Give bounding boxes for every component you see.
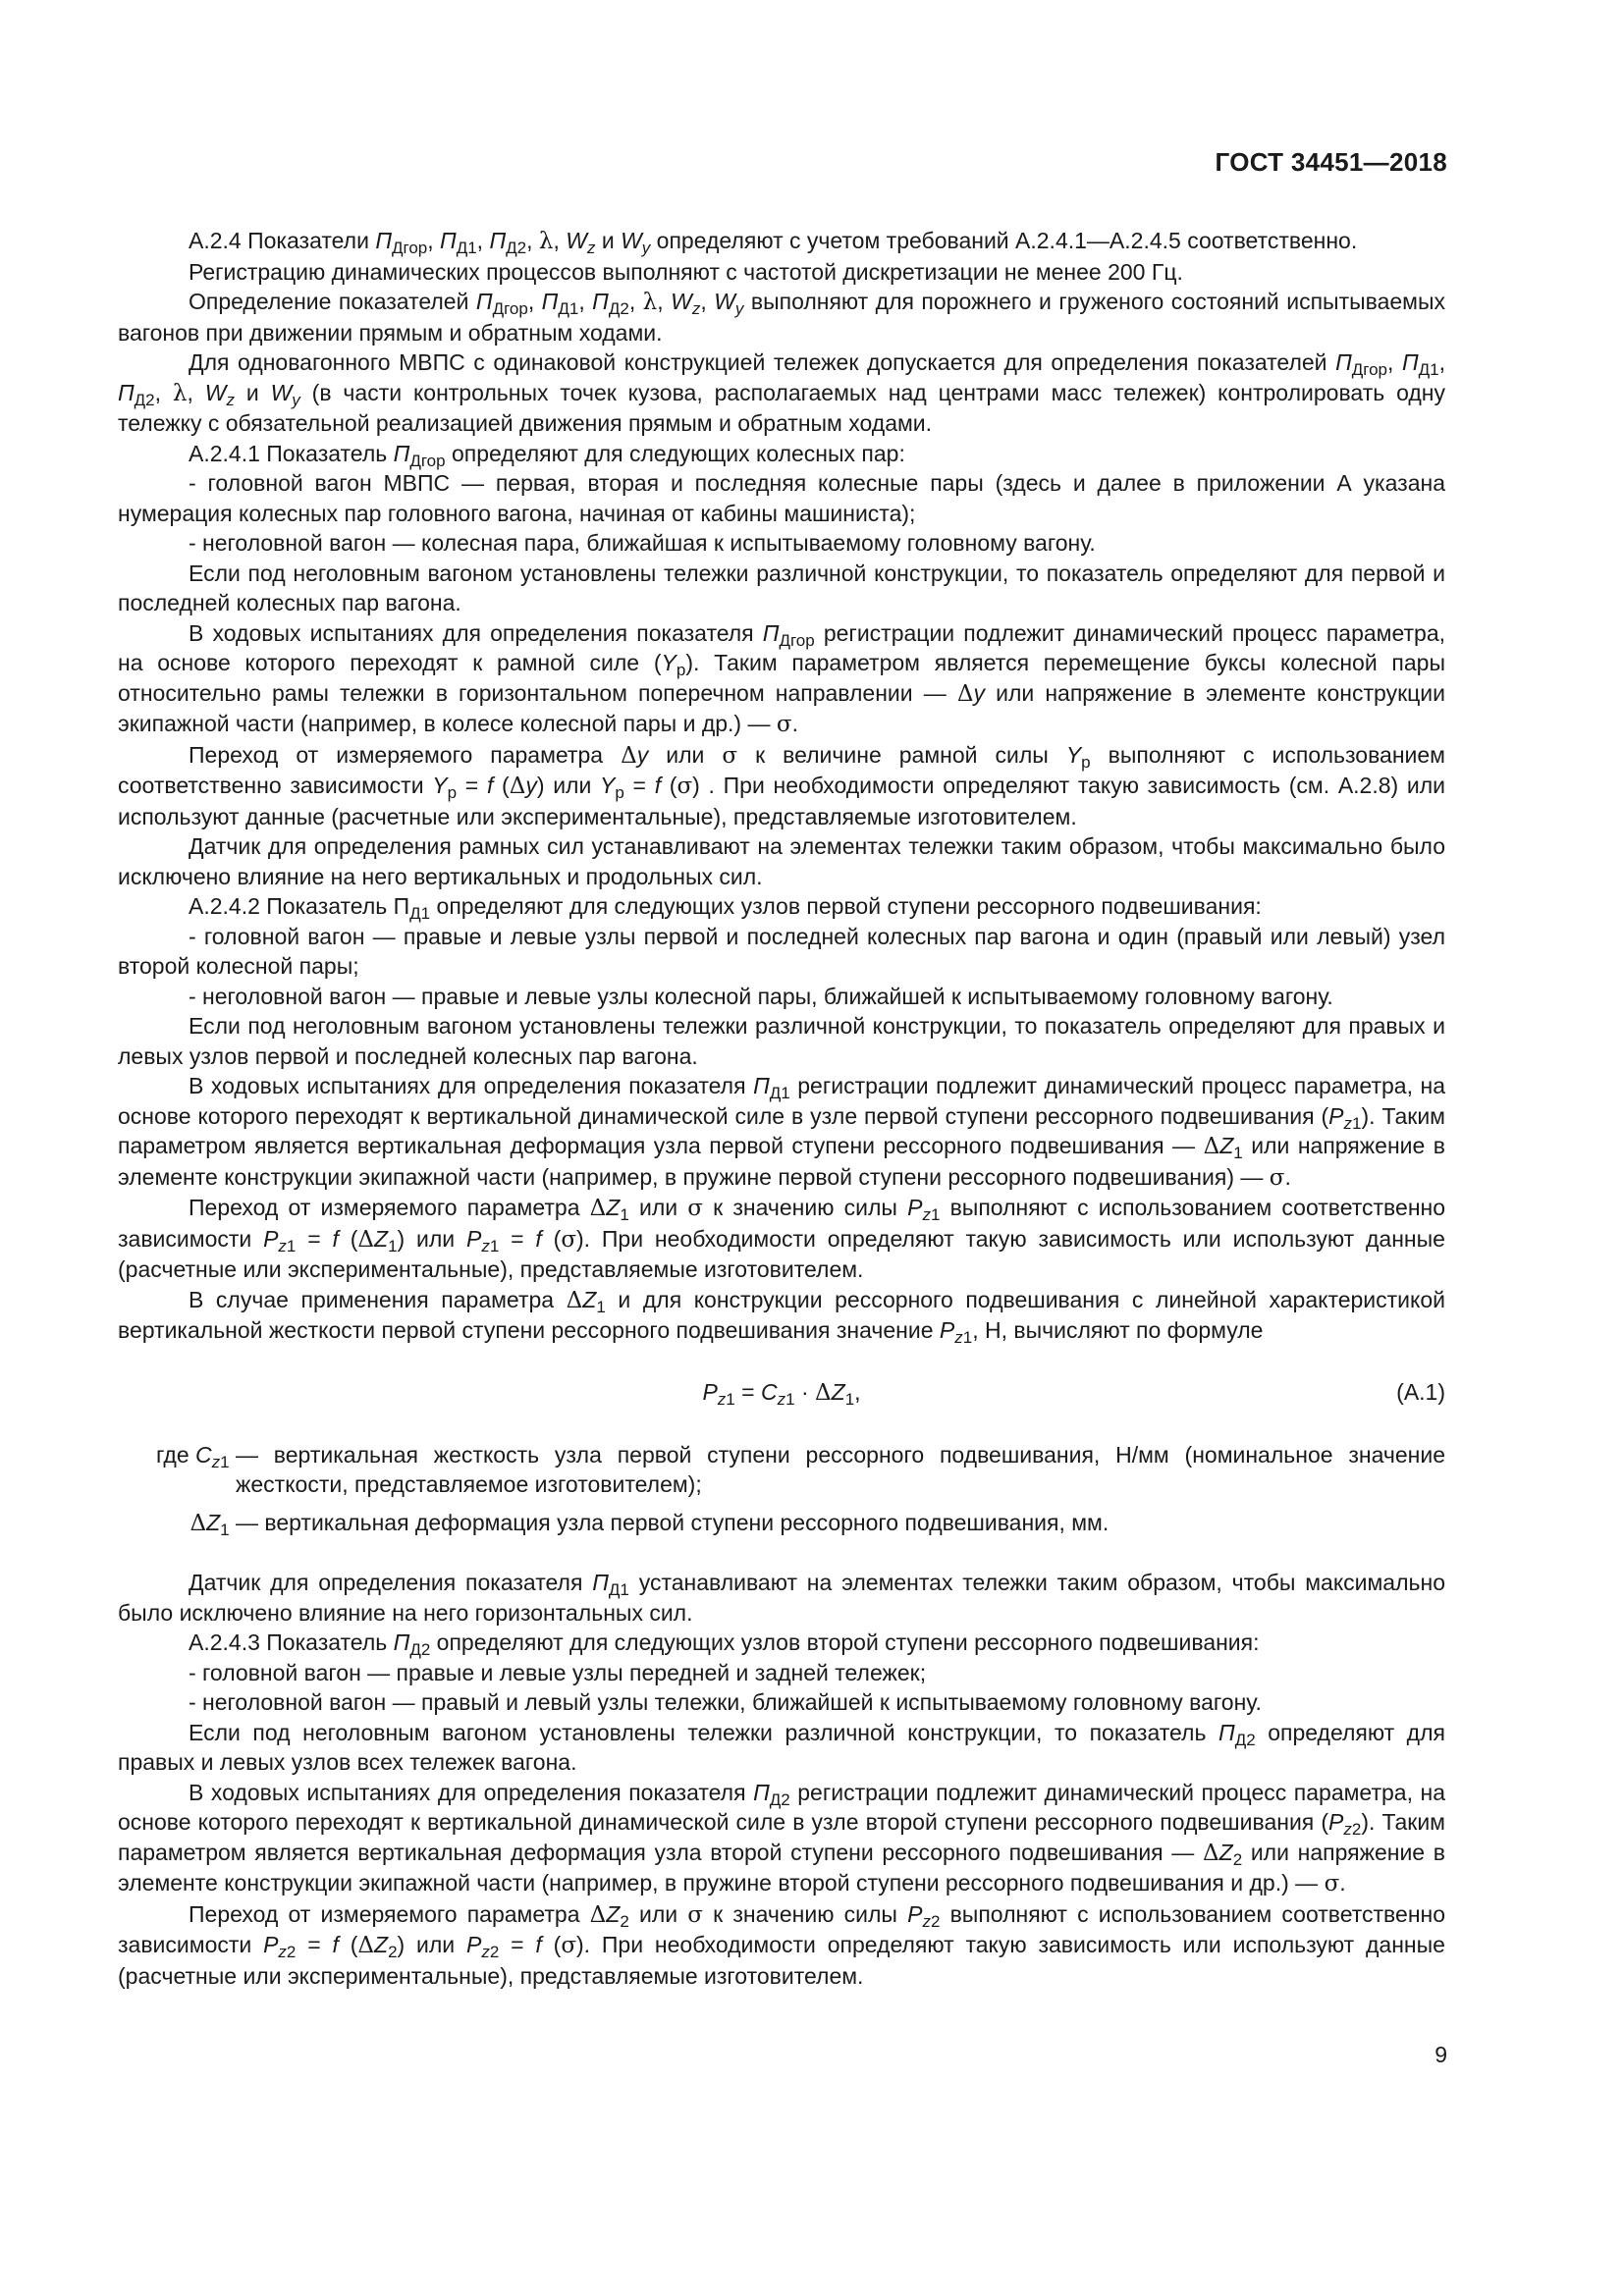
formula-definitions — [118, 1440, 1445, 1539]
definition-c-z1: где $C_{z1}$ — вертикальная жесткость узла первой ступени рессорного подвешивания, Н/мм (номинальное значение жесткости, представляемое изготовителем); — [156, 1441, 1445, 1497]
paragraph-first-stage-force: В ходовых испытаниях для определения показателя $П_{Д1}$ регистрации подлежит динамический процесс параметра, на основе которого переходят к вертикальной динамической силе в узле первой ступени рессорного подвешивания $(P_{z1})$. Таким параметром является вертикальная деформация узла первой ступени рессорного подвешивания — $\Delta Z_1$ или напряжение в элементе конструкции экипажной части (например, в пружине первой ступени рессорного подвешивания) — σ. — [118, 1073, 1445, 1191]
paragraph-different-bogies-first-stage: Если под неголовным вагоном установлены тележки различной конструкции, то показатель определяют для правых и левых узлов первой и последней колесных пар вагона. — [118, 1013, 1445, 1069]
paragraph-different-bogies-second-stage: Если под неголовным вагоном установлены тележки различной конструкции, то показатель $П_{Д2}$ определяют для правых и левых узлов всех тележек вагона. — [118, 1719, 1445, 1775]
list-item-non-head-car-second-stage: - неголовной вагон — правый и левый узлы тележки, ближайшей к испытываемому головному вагону. — [189, 1689, 1262, 1715]
paragraph-indicators-definition: Определение показателей $П_{Дгор}$, $П_{Д1}$, $П_{Д2}$, λ, $W_z$, $W_y$ выполняют для порожнего и груженого состояний испытываемых вагонов при движении прямым и обратным ходами. — [118, 289, 1446, 346]
paragraph-first-stage-sensor: Датчик для определения показателя $П_{Д1}$ устанавливают на элементах тележки таким образом, чтобы максимально было исключено влияние на него горизонтальных сил. — [118, 1570, 1445, 1626]
paragraph-sampling: Регистрацию динамических процессов выполняют с частотой дискретизации не менее 200 Гц. — [189, 258, 1183, 285]
formula-number: (А.1) — [1396, 1378, 1445, 1405]
paragraph-frame-sensor: Датчик для определения рамных сил устанавливают на элементах тележки таким образом, чтобы максимально было исключено влияние на него вертикальных и продольных сил. — [118, 833, 1445, 889]
paragraph-a-2-4-3: А.2.4.3 Показатель $П_{Д2}$ определяют для следующих узлов второй ступени рессорного подвешивания: — [189, 1629, 1260, 1659]
paragraph-second-stage-transition: Переход от измеряемого параметра $\Delta Z_2$ или σ к значению силы $P_{z2}$ выполняют с использованием соответственно зависимости $P_{z2} = f$ $(\Delta Z_2)$ или $P_{z2} = f$ (σ). При необходимости определяют такую зависимость или используют данные (расчетные или экспериментальные), представляемые изготовителем. — [118, 1900, 1446, 1989]
paragraph-formula-intro: В случае применения параметра $\Delta Z_1$ и для конструкции рессорного подвешивания с линейной характеристикой вертикальной жесткости первой ступени рессорного подвешивания значение $P_{z1}$, Н, вычисляют по формуле — [118, 1286, 1445, 1347]
paragraph-a-2-4: А.2.4 Показатели $П_{Дгор}$, $П_{Д1}$, $П_{Д2}$, λ, $W_z$ и $W_y$ определяют с учетом требований А.2.4.1—А.2.4.5 соответственно. — [189, 228, 1358, 257]
list-item-head-car: - головной вагон МВПС — первая, вторая и последняя колесные пары (здесь и далее в приложении А указана нумерация колесных пар головного вагона, начиная от кабины машиниста); — [118, 470, 1445, 526]
list-item-head-car-first-stage: - головной вагон — правые и левые узлы первой и последней колесных пар вагона и один (правый или левый) узел второй колесной пары; — [118, 923, 1445, 979]
paragraph-different-bogies: Если под неголовным вагоном установлены тележки различной конструкции, то показатель определяют для первой и последней колесных пар вагона. — [118, 560, 1445, 615]
paragraph-a-2-4-2: А.2.4.2 Показатель $П_{Д1}$ определяют для следующих узлов первой ступени рессорного подвешивания: — [189, 893, 1262, 923]
paragraph-frame-force-transition: Переход от измеряемого параметра Δy или σ к величине рамной силы $Y_р$ выполняют с использованием соответственно зависимости $Y_р = f$ (Δy) или $Y_р = f$ (σ) . При необходимости определяют такую зависимость (см. А.2.8) или используют данные (расчетные или экспериментальные), представляемые изготовителем. — [118, 741, 1446, 829]
list-item-non-head-car-first-stage: - неголовной вагон — правые и левые узлы колесной пары, ближайшей к испытываемому головному вагону. — [189, 983, 1333, 1009]
paragraph-first-stage-transition: Переход от измеряемого параметра $\Delta Z_1$ или σ к значению силы $P_{z1}$ выполняют с использованием соответственно зависимости $P_{z1} = f$ $(\Delta Z_1)$ или $P_{z1} = f$ (σ). При необходимости определяют такую зависимость или используют данные (расчетные или экспериментальные), представляемые изготовителем. — [118, 1195, 1446, 1282]
formula-a-1 — [118, 1363, 1445, 1426]
paragraph-frame-force: В ходовых испытаниях для определения показателя $П_{Дгор}$ регистрации подлежит динамический процесс параметра, на основе которого переходят к рамной силе $(Y_р)$. Таким параметром является перемещение буксы колесной пары относительно рамы тележки в горизонтальном поперечном направлении — Δy или напряжение в элементе конструкции экипажной части (например, в колесе колесной пары и др.) — σ. — [118, 619, 1446, 737]
paragraph-single-car: Для одновагонного МВПС с одинаковой конструкцией тележек допускается для определения показателей $П_{Дгор}$, $П_{Д1}$, $П_{Д2}$, λ, $W_z$ и $W_y$ (в части контрольных точек кузова, располагаемых над центрами масс тележек) контролировать одну тележку с обязательной реализацией движения прямым и обратным ходами. — [118, 349, 1446, 436]
paragraph-a-2-4-1: А.2.4.1 Показатель $П_{Дгор}$ определяют для следующих колесных пар: — [189, 440, 905, 470]
page-number: 9 — [1435, 2042, 1447, 2067]
list-item-non-head-car: - неголовной вагон — колесная пара, ближайшая к испытываемому головному вагону. — [189, 530, 1096, 556]
document-body — [118, 226, 1445, 1991]
list-item-head-car-second-stage: - головной вагон — правые и левые узлы передней и задней тележек; — [189, 1659, 927, 1685]
paragraph-second-stage-force: В ходовых испытаниях для определения показателя $П_{Д2}$ регистрации подлежит динамический процесс параметра, на основе которого переходят к вертикальной динамической силе в узле второй ступени рессорного подвешивания $(P_{z2})$. Таким параметром является вертикальная деформация узла второй ступени рессорного подвешивания — $\Delta Z_2$ или напряжение в элементе конструкции экипажной части (например, в пружине второй ступени рессорного подвешивания и др.) — σ. — [118, 1779, 1445, 1896]
document-code: ГОСТ 34451—2018 — [1215, 147, 1447, 177]
definition-delta-z1: $\Delta Z_1$ — вертикальная деформация узла первой ступени рессорного подвешивания, мм. — [189, 1509, 1110, 1539]
formula-expression: $P_{z1} = C_{z1} \cdot \Delta Z_1$, — [702, 1378, 861, 1409]
